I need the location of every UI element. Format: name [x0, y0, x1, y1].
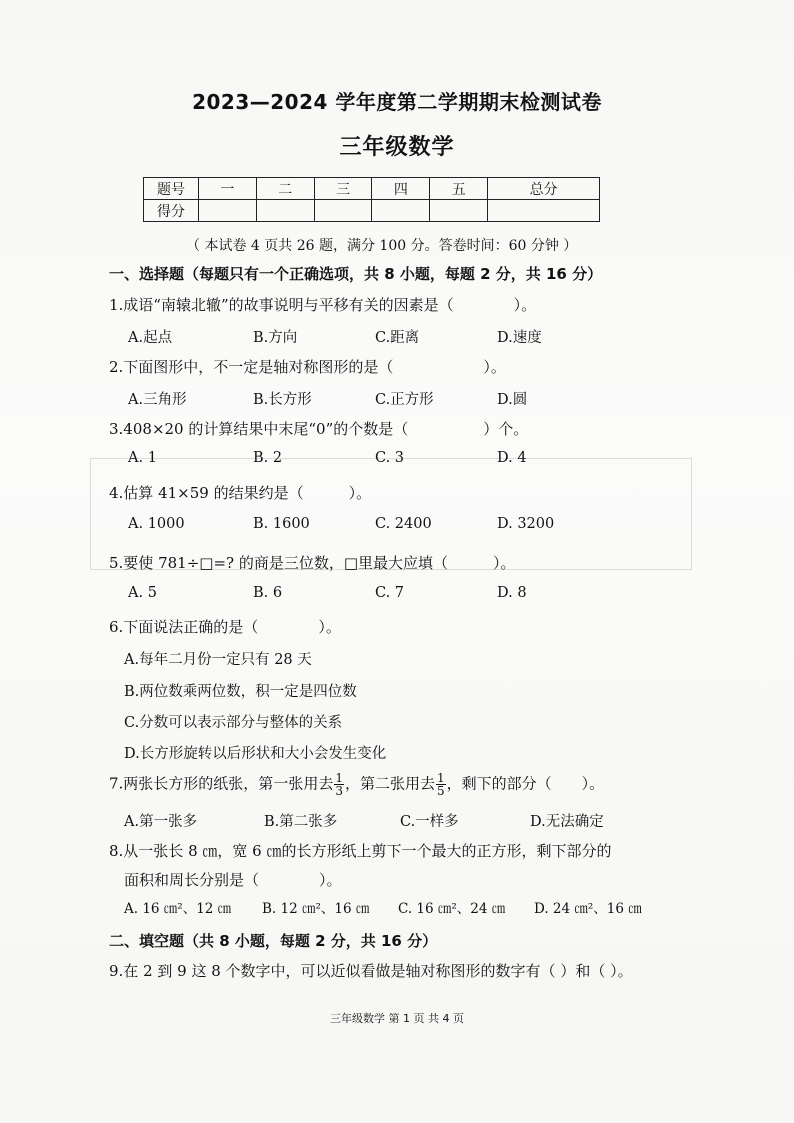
q8-option-c[interactable]: C. 16 ㎝²、24 ㎝ [398, 901, 506, 917]
q7-fraction-1-denominator: 3 [335, 784, 343, 798]
score-cell-3: 三 [314, 178, 372, 200]
q6-option-b[interactable]: B.两位数乘两位数，积一定是四位数 [124, 684, 357, 700]
q3-option-a[interactable]: A. 1 [128, 450, 157, 466]
q7-stem-part-c: ，剩下的部分（ ）。 [446, 774, 605, 793]
q3-option-b[interactable]: B. 2 [253, 450, 283, 466]
q3-option-c[interactable]: C. 3 [375, 450, 405, 466]
q1-option-d[interactable]: D.速度 [497, 330, 542, 346]
q3-option-d[interactable]: D. 4 [497, 450, 527, 466]
score-cell-label: 题号 [144, 178, 199, 200]
q1-option-c[interactable]: C.距离 [375, 330, 420, 346]
score-table [143, 177, 600, 222]
q5-option-c[interactable]: C. 7 [375, 585, 405, 601]
exam-subtitle: 三年级数学 [339, 135, 455, 160]
q4-option-a[interactable]: A. 1000 [128, 516, 185, 532]
q6-stem: 6.下面说法正确的是（ ）。 [109, 618, 341, 636]
q9-stem: 9.在 2 到 9 这 8 个数字中，可以近似看做是轴对称图形的数字有（ ）和（ ）。 [109, 962, 633, 980]
q7-option-d[interactable]: D.无法确定 [530, 814, 604, 830]
q6-option-d[interactable]: D.长方形旋转以后形状和大小会发生变化 [124, 746, 387, 762]
page-footer: 三年级数学 第 1 页 共 4 页 [330, 1012, 464, 1025]
q8-stem-line2: 面积和周长分别是（ ）。 [124, 871, 342, 889]
score-input-1[interactable] [199, 200, 257, 222]
score-cell-4: 四 [372, 178, 430, 200]
score-input-5[interactable] [430, 200, 488, 222]
q7-option-c[interactable]: C.一样多 [400, 814, 459, 830]
q4-option-b[interactable]: B. 1600 [253, 516, 310, 532]
q2-option-c[interactable]: C.正方形 [375, 392, 434, 408]
score-row-label: 得分 [144, 200, 199, 222]
q4-option-d[interactable]: D. 3200 [497, 516, 555, 532]
score-input-total[interactable] [488, 200, 600, 222]
q7-fraction-1-numerator: 1 [335, 771, 343, 785]
q2-option-a[interactable]: A.三角形 [128, 392, 187, 408]
q2-option-d[interactable]: D.圆 [497, 392, 528, 408]
q8-option-b[interactable]: B. 12 ㎝²、16 ㎝ [262, 901, 370, 917]
q4-option-c[interactable]: C. 2400 [375, 516, 432, 532]
section1-heading: 一、选择题（每题只有一个正确选项，共 8 小题，每题 2 分，共 16 分） [109, 265, 603, 283]
q3-stem: 3.408×20 的计算结果中末尾“0”的个数是（ ）个。 [109, 420, 529, 438]
q7-option-a[interactable]: A.第一张多 [124, 814, 198, 830]
q6-option-c[interactable]: C.分数可以表示部分与整体的关系 [124, 715, 343, 731]
score-cell-5: 五 [430, 178, 488, 200]
score-input-4[interactable] [372, 200, 430, 222]
instructions: （ 本试卷 4 页共 26 题，满分 100 分。答卷时间：60 分钟 ） [186, 238, 578, 254]
q7-stem-part-a: 7.两张长方形的纸张，第一张用去 [109, 774, 334, 793]
q7-stem-part-b: ，第二张用去 [344, 774, 435, 793]
q1-stem: 1.成语“南辕北辙”的故事说明与平移有关的因素是（ ）。 [109, 296, 537, 314]
score-table-score-row [144, 200, 600, 222]
exam-title: 2023—2024 学年度第二学期期末检测试卷 [192, 90, 602, 114]
q1-option-b[interactable]: B.方向 [253, 330, 298, 346]
score-cell-total: 总分 [488, 178, 600, 200]
q2-option-b[interactable]: B.长方形 [253, 392, 312, 408]
q7-fraction-2-numerator: 1 [436, 771, 445, 785]
q2-stem: 2.下面图形中，不一定是轴对称图形的是（ ）。 [109, 358, 506, 376]
q4-stem: 4.估算 41×59 的结果约是（ ）。 [109, 484, 372, 502]
q5-option-b[interactable]: B. 6 [253, 585, 283, 601]
q7-stem [109, 772, 604, 797]
q5-option-d[interactable]: D. 8 [497, 585, 527, 601]
q5-option-a[interactable]: A. 5 [128, 585, 157, 601]
q6-option-a[interactable]: A.每年二月份一定只有 28 天 [124, 652, 312, 668]
q8-option-d[interactable]: D. 24 ㎝²、16 ㎝ [534, 901, 642, 917]
score-cell-1: 一 [199, 178, 257, 200]
q5-stem: 5.要使 781÷□=? 的商是三位数，□里最大应填（ ）。 [109, 554, 516, 572]
section2-heading: 二、填空题（共 8 小题，每题 2 分，共 16 分） [109, 932, 438, 950]
score-cell-2: 二 [256, 178, 314, 200]
score-input-3[interactable] [314, 200, 372, 222]
score-table-header-row [144, 178, 600, 200]
q7-fraction-2 [436, 772, 446, 797]
q8-option-a[interactable]: A. 16 ㎝²、12 ㎝ [124, 901, 232, 917]
q8-stem-line1: 8.从一张长 8 ㎝，宽 6 ㎝的长方形纸上剪下一个最大的正方形，剩下部分的 [109, 842, 612, 860]
q7-fraction-1 [334, 772, 344, 797]
q1-option-a[interactable]: A.起点 [128, 330, 173, 346]
q7-fraction-2-denominator: 5 [436, 784, 445, 798]
q7-option-b[interactable]: B.第二张多 [264, 814, 338, 830]
score-input-2[interactable] [256, 200, 314, 222]
